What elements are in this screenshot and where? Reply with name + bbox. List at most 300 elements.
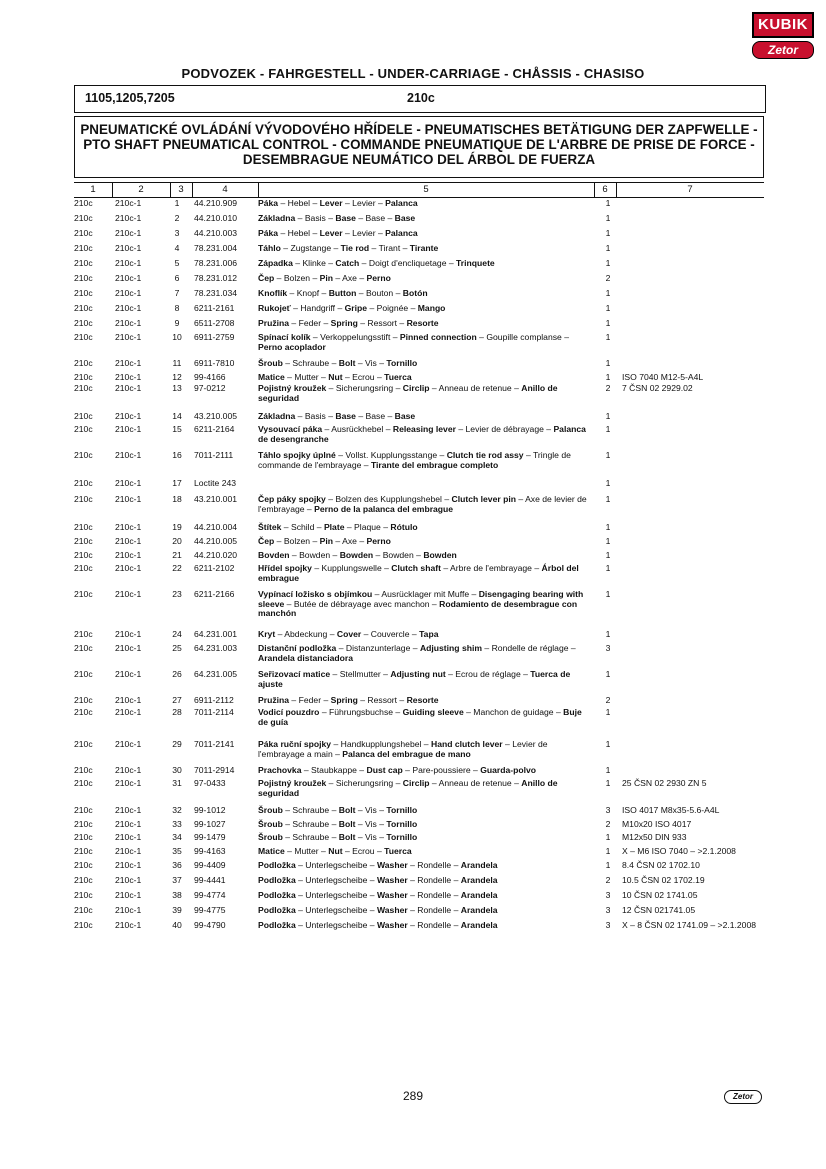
table-row	[0, 847, 826, 861]
term: Buje de guía	[258, 707, 582, 727]
term: Clutch shaft	[391, 563, 441, 573]
cell-c3: 17	[172, 478, 182, 488]
cell-c6: 1	[605, 318, 611, 328]
cell-c7: 7 ČSN 02 2929.02	[622, 383, 693, 393]
term: Rodamiento de desembrague con manchón	[258, 598, 578, 618]
cell-c2: 210c-1	[115, 288, 142, 298]
term: Tornillo	[386, 358, 418, 368]
cell-c2: 210c-1	[115, 920, 142, 930]
cell-c5: Šroub – Schraube – Bolt – Vis – Tornillo	[258, 805, 418, 815]
term: Schild	[290, 522, 315, 532]
cell-c3: 12	[172, 372, 182, 382]
cell-c2: 210c-1	[115, 411, 142, 421]
term: Ressort	[367, 695, 398, 705]
term: Handgriff	[300, 303, 336, 313]
cell-c1: 210c	[74, 846, 93, 856]
term: Distanční podložka	[258, 643, 337, 653]
cell-c2: 210c-1	[115, 805, 142, 815]
term: Árbol del embrague	[258, 563, 579, 583]
cell-c5: Štítek – Schild – Plate – Plaque – Rótulo	[258, 522, 418, 532]
term: Šroub	[258, 358, 283, 368]
column-header: 7	[687, 184, 693, 195]
cell-c3: 38	[172, 890, 182, 900]
cell-c4: 97-0433	[194, 778, 226, 788]
term: Knopf	[296, 288, 320, 298]
cell-c1: 210c	[74, 905, 93, 915]
term: Unterlegscheibe	[305, 905, 368, 915]
cell-c1: 210c	[74, 494, 93, 504]
term: Bolt	[338, 819, 356, 829]
column-header: 4	[222, 184, 228, 195]
cell-c4: 64.231.005	[194, 669, 238, 679]
table-row	[0, 630, 826, 644]
term: Resorte	[406, 318, 439, 328]
cell-c4: 43.210.001	[194, 494, 238, 504]
cell-c2: 210c-1	[115, 778, 142, 788]
cell-c2: 210c-1	[115, 589, 142, 599]
term: Releasing lever	[392, 424, 456, 434]
description-line: PTO SHAFT PNEUMATICAL CONTROL - COMMANDE PNEUMATIQUE DE L'ARBRE DE PRISE DE FORCE -	[83, 137, 755, 152]
term: Pin	[319, 536, 334, 546]
cell-c7: 12 ČSN 021741.05	[622, 905, 696, 915]
term: Levier de l'embrayage a main	[258, 739, 548, 759]
cell-c5: Podložka – Unterlegscheibe – Washer – Rondelle – Arandela	[258, 860, 498, 870]
term: Schraube	[292, 805, 330, 815]
table-row	[0, 806, 826, 820]
cell-c3: 23	[172, 589, 182, 599]
term: Bolzen	[283, 273, 311, 283]
term: Arandela	[460, 920, 498, 930]
cell-c3: 15	[172, 424, 182, 434]
table-row	[0, 359, 826, 373]
term: Levier	[352, 198, 376, 208]
cell-c6: 1	[605, 494, 611, 504]
cell-c3: 13	[172, 383, 182, 393]
cell-c1: 210c	[74, 522, 93, 532]
cell-c5: Základna – Basis – Base – Base – Base	[258, 213, 416, 223]
cell-c3: 32	[172, 805, 182, 815]
table-row	[0, 921, 826, 936]
term: Bovden	[258, 550, 290, 560]
term: Poignée	[376, 303, 409, 313]
table-row	[0, 876, 826, 891]
cell-c3: 24	[172, 629, 182, 639]
term: Kryt	[258, 629, 276, 639]
cell-c2: 210c-1	[115, 875, 142, 885]
cell-c6: 1	[605, 832, 611, 842]
cell-c1: 210c	[74, 629, 93, 639]
cell-c6: 1	[605, 258, 611, 268]
cell-c3: 4	[174, 243, 180, 253]
term: Mango	[417, 303, 446, 313]
term: Šroub	[258, 805, 283, 815]
term: Pojistný kroužek	[258, 383, 327, 393]
term: Šroub	[258, 832, 283, 842]
cell-c4: 6911-2112	[194, 695, 234, 705]
term: Schraube	[292, 832, 330, 842]
cell-c7: 10.5 ČSN 02 1702.19	[622, 875, 705, 885]
cell-c4: 44.210.003	[194, 228, 238, 238]
term: Ecrou de réglage	[455, 669, 521, 679]
cell-c1: 210c	[74, 765, 93, 775]
term: Feder	[298, 318, 322, 328]
column-header: 3	[178, 184, 184, 195]
term: Štítek	[258, 522, 282, 532]
cell-c1: 210c	[74, 563, 93, 573]
cell-c4: 6911-2759	[194, 332, 235, 342]
term: Base	[394, 213, 416, 223]
term: Bowden	[382, 550, 414, 560]
term: Nut	[328, 846, 343, 856]
cell-c2: 210c-1	[115, 832, 142, 842]
cell-c5: Hřídel spojky – Kupplungswelle – Clutch shaft – Arbre de l'embrayage – Árbol del embrague	[258, 563, 579, 583]
term: Perno acoplador	[258, 341, 326, 352]
cell-c2: 210c-1	[115, 695, 142, 705]
cell-c5: Páka – Hebel – Lever – Levier – Palanca	[258, 228, 418, 238]
term: Ausrücklager mit Muffe	[381, 589, 470, 599]
cell-c4: 7011-2914	[194, 765, 235, 775]
term: Rondelle	[417, 920, 452, 930]
cell-c3: 25	[172, 643, 182, 653]
cell-c5: Podložka – Unterlegscheibe – Washer – Rondelle – Arandela	[258, 905, 498, 915]
cell-c3: 6	[174, 273, 180, 283]
cell-c3: 19	[172, 522, 182, 532]
term: Clutch tie rod assy	[446, 450, 524, 460]
cell-c4: 6211-2161	[194, 303, 235, 313]
group-description	[74, 116, 764, 178]
cell-c5: Šroub – Schraube – Bolt – Vis – Tornillo	[258, 358, 418, 368]
cell-c4: 44.210.909	[194, 198, 238, 208]
term: Pojistný kroužek	[258, 778, 327, 788]
cell-c1: 210c	[74, 424, 93, 434]
cell-c3: 40	[172, 920, 182, 930]
cell-c1: 210c	[74, 318, 93, 328]
term: Palanca	[385, 198, 418, 208]
cell-c7: M10x20 ISO 4017	[622, 819, 692, 829]
term: Mutter	[294, 372, 319, 382]
term: Axe	[342, 536, 357, 546]
term: Spínací kolík	[258, 332, 311, 342]
cell-c4: 6911-7810	[194, 358, 235, 368]
cell-c5: Vypínací ložisko s objímkou – Ausrücklager mit Muffe – Disengaging bearing with sleeve – Butée de débrayage avec manchon – Rodamiento de desembrague con manchón	[258, 589, 584, 618]
term: Unterlegscheibe	[305, 860, 368, 870]
term: Vis	[365, 358, 377, 368]
column-header: 6	[602, 184, 608, 195]
cell-c2: 210c-1	[115, 318, 142, 328]
term: Čep	[258, 536, 275, 546]
cell-c6: 1	[605, 739, 611, 749]
cell-c4: Loctite 243	[194, 478, 237, 488]
term: Palanca del embrague de mano	[342, 748, 471, 759]
term: Mutter	[294, 846, 319, 856]
term: Washer	[376, 875, 408, 885]
cell-c5: Pružina – Feder – Spring – Ressort – Resorte	[258, 318, 439, 328]
cell-c4: 99-4441	[194, 875, 226, 885]
term: Circlip	[402, 383, 430, 393]
cell-c4: 78.231.004	[194, 243, 238, 253]
cell-c6: 1	[605, 522, 611, 532]
term: Bolt	[338, 832, 356, 842]
cell-c4: 44.210.010	[194, 213, 238, 223]
cell-c6: 1	[605, 213, 611, 223]
term: Ausrückhebel	[331, 424, 384, 434]
cell-c7: 10 ČSN 02 1741.05	[622, 890, 698, 900]
table-row	[0, 384, 826, 412]
term: Palanca de desengranche	[258, 424, 586, 444]
cell-c7: ISO 4017 M8x35-5.6-A4L	[622, 805, 720, 815]
term: Vysouvací páka	[258, 424, 323, 434]
cell-c6: 1	[605, 288, 611, 298]
cell-c4: 99-4774	[194, 890, 226, 900]
cell-c5: Podložka – Unterlegscheibe – Washer – Rondelle – Arandela	[258, 890, 498, 900]
term: Dust cap	[366, 765, 403, 775]
cell-c4: 99-4790	[194, 920, 226, 930]
cell-c4: 7011-2114	[194, 707, 234, 717]
cell-c4: 6211-2166	[194, 589, 235, 599]
cell-c4: 6211-2164	[194, 424, 235, 434]
cell-c2: 210c-1	[115, 273, 142, 283]
term: Matice	[258, 372, 285, 382]
term: Tapa	[419, 629, 439, 639]
cell-c6: 1	[605, 424, 611, 434]
term: Doigt d'encliquetage	[368, 258, 447, 268]
cell-c1: 210c	[74, 358, 93, 368]
term: Bouton	[365, 288, 394, 298]
cell-c1: 210c	[74, 832, 93, 842]
term: Arbre de l'embrayage	[450, 563, 532, 573]
cell-c3: 2	[174, 213, 180, 223]
zetor-logo-text: Zetor	[752, 41, 814, 59]
cell-c1: 210c	[74, 383, 93, 393]
cell-c3: 8	[174, 303, 180, 313]
term: Führungsbuchse	[329, 707, 394, 717]
term: Tringle de commande de l'embrayage	[258, 450, 571, 470]
cell-c2: 210c-1	[115, 522, 142, 532]
cell-c1: 210c	[74, 372, 93, 382]
cell-c1: 210c	[74, 411, 93, 421]
term: Rótulo	[390, 522, 418, 532]
cell-c7: M12x50 DIN 933	[622, 832, 687, 842]
cell-c6: 1	[605, 846, 611, 856]
cell-c4: 44.210.020	[194, 550, 238, 560]
cell-c3: 37	[172, 875, 182, 885]
term: Tie rod	[340, 243, 370, 253]
term: Vollst. Kupplungsstange	[345, 450, 438, 460]
page-number: 289	[402, 1089, 424, 1103]
cell-c4: 7011-2111	[194, 450, 234, 460]
cell-c1: 210c	[74, 288, 93, 298]
cell-c6: 1	[605, 669, 611, 679]
table-row	[0, 779, 826, 806]
term: Perno de la palanca del embrague	[314, 503, 454, 514]
cell-c2: 210c-1	[115, 905, 142, 915]
table-row	[0, 479, 826, 495]
term: Tuerca de ajuste	[258, 669, 571, 689]
cell-c7: X – M6 ISO 7040 – >2.1.2008	[622, 846, 736, 856]
cell-c4: 6511-2708	[194, 318, 235, 328]
cell-c2: 210c-1	[115, 243, 142, 253]
cell-c6: 1	[605, 332, 611, 342]
term: Pin	[319, 273, 334, 283]
table-row	[0, 199, 826, 214]
term: Rondelle	[417, 890, 452, 900]
cell-c3: 26	[172, 669, 182, 679]
term: Disengaging bearing with sleeve	[258, 589, 584, 609]
term: Čep páky spojky	[258, 494, 326, 504]
cell-c5: Páka ruční spojky – Handkupplungshebel – Hand clutch lever – Levier de l'embrayage a main – Palanca del embrague de mano	[258, 739, 548, 759]
cell-c3: 9	[174, 318, 180, 328]
term: Podložka	[258, 875, 296, 885]
table-row	[0, 259, 826, 274]
term: Plaque	[354, 522, 381, 532]
cell-c1: 210c	[74, 258, 93, 268]
cell-c2: 210c-1	[115, 669, 142, 679]
term: Distanzunterlage	[345, 643, 411, 653]
term: Axe de levier de l'embrayage	[258, 494, 587, 514]
term: Prachovka	[258, 765, 302, 775]
cell-c6: 1	[605, 358, 611, 368]
term: Rondelle	[417, 875, 452, 885]
cell-c7: ISO 7040 M12-5-A4L	[622, 372, 704, 382]
term: Base	[335, 213, 356, 223]
cell-c6: 1	[605, 563, 611, 573]
term: Arandela	[460, 905, 498, 915]
cell-c5: Seřizovací matice – Stellmutter – Adjusting nut – Ecrou de réglage – Tuerca de ajuste	[258, 669, 571, 689]
cell-c1: 210c	[74, 669, 93, 679]
term: Pinned connection	[399, 332, 477, 342]
table-row	[0, 537, 826, 551]
table-row	[0, 289, 826, 304]
cell-c3: 30	[172, 765, 182, 775]
cell-c3: 36	[172, 860, 182, 870]
cell-c3: 29	[172, 739, 182, 749]
term: Spring	[330, 695, 358, 705]
cell-c7: 25 ČSN 02 2930 ZN 5	[622, 778, 707, 788]
term: Vypínací ložisko s objímkou	[258, 589, 373, 599]
cell-c4: 99-4775	[194, 905, 226, 915]
table-row	[0, 274, 826, 289]
cell-c6: 1	[605, 629, 611, 639]
cell-c1: 210c	[74, 707, 93, 717]
term: Plate	[323, 522, 345, 532]
cell-c2: 210c-1	[115, 819, 142, 829]
cell-c1: 210c	[74, 228, 93, 238]
table-row	[0, 590, 826, 630]
cell-c3: 3	[174, 228, 180, 238]
cell-c2: 210c-1	[115, 332, 142, 342]
cell-c6: 1	[605, 536, 611, 546]
cell-c2: 210c-1	[115, 303, 142, 313]
cell-c4: 99-4166	[194, 372, 226, 382]
cell-c2: 210c-1	[115, 228, 142, 238]
cell-c4: 99-1027	[194, 819, 226, 829]
cell-c4: 99-1479	[194, 832, 226, 842]
term: Lever	[319, 228, 343, 238]
column-header-row	[74, 182, 764, 198]
cell-c5: Distanční podložka – Distanzunterlage – Adjusting shim – Rondelle de réglage – Arandela distanciadora	[258, 643, 576, 663]
cell-c6: 2	[605, 875, 611, 885]
cell-c5: Táhlo – Zugstange – Tie rod – Tirant – Tirante	[258, 243, 439, 253]
cell-c2: 210c-1	[115, 739, 142, 749]
cell-c1: 210c	[74, 243, 93, 253]
term: Bolzen	[283, 536, 311, 546]
cell-c1: 210c	[74, 536, 93, 546]
term: Abdeckung	[284, 629, 328, 639]
cell-c5: Spínací kolík – Verkoppelungsstift – Pinned connection – Goupille complanse – Perno acoplador	[258, 332, 569, 352]
term: Nut	[328, 372, 343, 382]
cell-c1: 210c	[74, 332, 93, 342]
table-row	[0, 304, 826, 319]
cell-c6: 1	[605, 478, 611, 488]
term: Ressort	[367, 318, 398, 328]
term: Unterlegscheibe	[305, 890, 368, 900]
cell-c2: 210c-1	[115, 372, 142, 382]
section-title: PODVOZEK - FAHRGESTELL - UNDER-CARRIAGE - CHÅSSIS - CHASISO	[181, 66, 645, 81]
cell-c4: 78.231.012	[194, 273, 238, 283]
term: Bolzen des Kupplungshebel	[335, 494, 442, 504]
cell-c3: 31	[172, 778, 182, 788]
cell-c3: 20	[172, 536, 182, 546]
cell-c6: 1	[605, 860, 611, 870]
term: Západka	[258, 258, 293, 268]
cell-c3: 35	[172, 846, 182, 856]
term: Tirante	[409, 243, 439, 253]
cell-c3: 18	[172, 494, 182, 504]
term: Guiding sleeve	[402, 707, 464, 717]
term: Anillo de seguridad	[258, 383, 558, 403]
term: Podložka	[258, 860, 296, 870]
table-row	[0, 523, 826, 537]
term: Bolt	[338, 358, 356, 368]
table-row	[0, 333, 826, 359]
term: Resorte	[406, 695, 439, 705]
term: Arandela distanciadora	[258, 652, 354, 663]
term: Schraube	[292, 819, 330, 829]
table-row	[0, 229, 826, 244]
cell-c6: 1	[605, 765, 611, 775]
table-row	[0, 906, 826, 921]
term: Adjusting nut	[390, 669, 446, 679]
term: Vodicí pouzdro	[258, 707, 320, 717]
cell-c4: 99-4409	[194, 860, 226, 870]
cell-c5: Pružina – Feder – Spring – Ressort – Resorte	[258, 695, 439, 705]
term: Tornillo	[386, 832, 418, 842]
cell-c5: Šroub – Schraube – Bolt – Vis – Tornillo	[258, 819, 418, 829]
term: Catch	[335, 258, 360, 268]
term: Páka	[258, 228, 279, 238]
term: Rondelle	[417, 905, 452, 915]
term: Spring	[330, 318, 358, 328]
term: Guarda-polvo	[480, 765, 537, 775]
cell-c5: Matice – Mutter – Nut – Ecrou – Tuerca	[258, 846, 412, 856]
term: Vis	[365, 832, 377, 842]
term: Clutch lever pin	[451, 494, 516, 504]
term: Klinke	[302, 258, 326, 268]
cell-c2: 210c-1	[115, 765, 142, 775]
cell-c5: Podložka – Unterlegscheibe – Washer – Rondelle – Arandela	[258, 920, 498, 930]
term: Bowden	[299, 550, 331, 560]
cell-c1: 210c	[74, 478, 93, 488]
cell-c2: 210c-1	[115, 494, 142, 504]
term: Matice	[258, 846, 285, 856]
cell-c2: 210c-1	[115, 846, 142, 856]
cell-c5: Vysouvací páka – Ausrückhebel – Releasing lever – Levier de débrayage – Palanca de desengranche	[258, 424, 586, 444]
cell-c1: 210c	[74, 450, 93, 460]
term: Vis	[365, 805, 377, 815]
cell-c5: Čep – Bolzen – Pin – Axe – Perno	[258, 536, 391, 546]
zetor-footer-logo: Zetor	[724, 1090, 762, 1104]
description-line: PNEUMATICKÉ OVLÁDÁNÍ VÝVODOVÉHO HŘÍDELE - PNEUMATISCHES BETÄTIGUNG DER ZAPFWELLE -	[80, 122, 758, 137]
